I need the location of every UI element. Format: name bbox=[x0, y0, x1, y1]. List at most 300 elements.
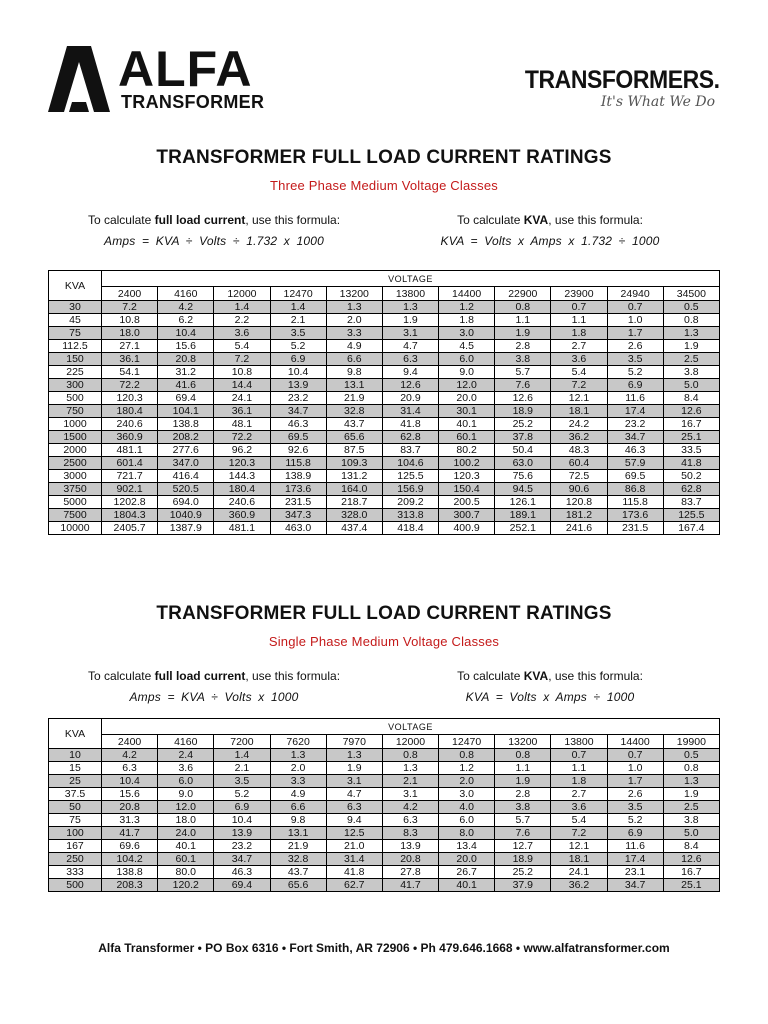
current-cell: 1.0 bbox=[607, 762, 663, 775]
current-cell: 7.2 bbox=[551, 827, 607, 840]
current-cell: 241.6 bbox=[551, 522, 607, 535]
kva-cell: 7500 bbox=[49, 509, 102, 522]
current-cell: 17.4 bbox=[607, 405, 663, 418]
current-formula: Amps = KVA ÷ Volts x 1000 bbox=[129, 690, 299, 704]
current-cell: 13.9 bbox=[270, 379, 326, 392]
current-cell: 62.8 bbox=[663, 483, 719, 496]
voltage-header: 13800 bbox=[382, 287, 438, 301]
kva-column-header: KVA bbox=[49, 719, 102, 749]
current-cell: 5.0 bbox=[663, 827, 719, 840]
current-cell: 3.3 bbox=[270, 775, 326, 788]
current-cell: 12.6 bbox=[495, 392, 551, 405]
voltage-header: 22900 bbox=[495, 287, 551, 301]
current-cell: 23.2 bbox=[214, 840, 270, 853]
table-row bbox=[49, 457, 720, 470]
current-cell: 0.8 bbox=[495, 749, 551, 762]
voltage-header: 12000 bbox=[214, 287, 270, 301]
current-cell: 4.2 bbox=[158, 301, 214, 314]
current-cell: 40.1 bbox=[158, 840, 214, 853]
current-cell: 2.5 bbox=[663, 353, 719, 366]
current-cell: 0.7 bbox=[607, 301, 663, 314]
current-cell: 120.3 bbox=[214, 457, 270, 470]
current-cell: 15.6 bbox=[158, 340, 214, 353]
table-row bbox=[49, 749, 720, 762]
current-cell: 21.0 bbox=[326, 840, 382, 853]
table-row bbox=[49, 470, 720, 483]
current-cell: 3.8 bbox=[495, 801, 551, 814]
table-row bbox=[49, 814, 720, 827]
current-cell: 252.1 bbox=[495, 522, 551, 535]
single-phase-subtitle: Single Phase Medium Voltage Classes bbox=[268, 634, 500, 649]
current-cell: 2.6 bbox=[607, 788, 663, 801]
current-cell: 5.4 bbox=[551, 366, 607, 379]
kva-cell: 30 bbox=[49, 301, 102, 314]
current-cell: 1.9 bbox=[326, 762, 382, 775]
current-cell: 25.1 bbox=[663, 431, 719, 444]
current-cell: 9.4 bbox=[326, 814, 382, 827]
current-cell: 120.8 bbox=[551, 496, 607, 509]
current-cell: 32.8 bbox=[270, 853, 326, 866]
current-cell: 6.0 bbox=[439, 814, 495, 827]
current-cell: 138.9 bbox=[270, 470, 326, 483]
current-cell: 24.1 bbox=[551, 866, 607, 879]
current-cell: 20.0 bbox=[439, 853, 495, 866]
current-cell: 5.2 bbox=[607, 814, 663, 827]
current-cell: 3.5 bbox=[270, 327, 326, 340]
current-cell: 902.1 bbox=[102, 483, 158, 496]
three-phase-section bbox=[0, 147, 768, 259]
table-row bbox=[49, 827, 720, 840]
current-cell: 72.2 bbox=[214, 431, 270, 444]
voltage-header: 13200 bbox=[495, 735, 551, 749]
current-cell: 2.4 bbox=[158, 749, 214, 762]
current-cell: 36.1 bbox=[214, 405, 270, 418]
current-cell: 69.5 bbox=[607, 470, 663, 483]
current-cell: 5.2 bbox=[607, 366, 663, 379]
current-cell: 31.3 bbox=[102, 814, 158, 827]
current-cell: 54.1 bbox=[102, 366, 158, 379]
tagline-main: TRANSFORMERS. bbox=[525, 66, 720, 94]
current-cell: 231.5 bbox=[270, 496, 326, 509]
kva-cell: 37.5 bbox=[49, 788, 102, 801]
current-cell: 5.2 bbox=[214, 788, 270, 801]
current-cell: 24.0 bbox=[158, 827, 214, 840]
kva-cell: 300 bbox=[49, 379, 102, 392]
current-cell: 1.4 bbox=[270, 301, 326, 314]
table-row bbox=[49, 301, 720, 314]
current-cell: 9.0 bbox=[158, 788, 214, 801]
kva-cell: 167 bbox=[49, 840, 102, 853]
current-cell: 4.0 bbox=[439, 801, 495, 814]
current-cell: 3.8 bbox=[495, 353, 551, 366]
current-cell: 10.8 bbox=[214, 366, 270, 379]
three-phase-formulas bbox=[0, 213, 768, 259]
table-row bbox=[49, 509, 720, 522]
current-cell: 6.6 bbox=[326, 353, 382, 366]
current-cell: 1.8 bbox=[439, 314, 495, 327]
current-cell: 31.4 bbox=[382, 405, 438, 418]
kva-formula-description: To calculate KVA, use this formula: bbox=[457, 213, 643, 227]
current-cell: 131.2 bbox=[326, 470, 382, 483]
current-cell: 9.8 bbox=[270, 814, 326, 827]
current-cell: 37.9 bbox=[495, 879, 551, 892]
current-cell: 7.2 bbox=[551, 379, 607, 392]
current-cell: 60.4 bbox=[551, 457, 607, 470]
three-phase-subtitle: Three Phase Medium Voltage Classes bbox=[270, 178, 498, 193]
table-row bbox=[49, 405, 720, 418]
current-cell: 83.7 bbox=[382, 444, 438, 457]
alfa-triangle-logo-icon bbox=[48, 44, 110, 112]
current-cell: 34.7 bbox=[214, 853, 270, 866]
voltage-header: 4160 bbox=[158, 735, 214, 749]
current-cell: 6.9 bbox=[270, 353, 326, 366]
current-cell: 0.8 bbox=[382, 749, 438, 762]
current-cell: 2.1 bbox=[270, 314, 326, 327]
current-cell: 48.3 bbox=[551, 444, 607, 457]
current-cell: 3.1 bbox=[382, 788, 438, 801]
current-cell: 138.8 bbox=[102, 866, 158, 879]
table-row bbox=[49, 840, 720, 853]
footer-contact: Alfa Transformer • PO Box 6316 • Fort Smith, AR 72906 • Ph 479.646.1668 • www.alfatransformer.com bbox=[98, 941, 670, 955]
current-cell: 209.2 bbox=[382, 496, 438, 509]
current-cell: 1.1 bbox=[551, 762, 607, 775]
current-cell: 2.7 bbox=[551, 340, 607, 353]
table-row bbox=[49, 788, 720, 801]
table-row bbox=[49, 444, 720, 457]
current-cell: 0.7 bbox=[551, 301, 607, 314]
current-cell: 18.9 bbox=[495, 853, 551, 866]
current-cell: 16.7 bbox=[663, 866, 719, 879]
current-cell: 31.2 bbox=[158, 366, 214, 379]
table-row bbox=[49, 418, 720, 431]
current-cell: 2.0 bbox=[439, 775, 495, 788]
current-cell: 69.4 bbox=[158, 392, 214, 405]
current-cell: 46.3 bbox=[270, 418, 326, 431]
voltage-header: 14400 bbox=[607, 735, 663, 749]
current-cell: 21.9 bbox=[326, 392, 382, 405]
current-cell: 9.4 bbox=[382, 366, 438, 379]
kva-cell: 750 bbox=[49, 405, 102, 418]
current-cell: 7.6 bbox=[495, 379, 551, 392]
current-cell: 360.9 bbox=[102, 431, 158, 444]
current-cell: 1.1 bbox=[495, 314, 551, 327]
current-cell: 14.4 bbox=[214, 379, 270, 392]
current-cell: 520.5 bbox=[158, 483, 214, 496]
current-cell: 3.5 bbox=[214, 775, 270, 788]
current-cell: 0.7 bbox=[607, 749, 663, 762]
current-cell: 65.6 bbox=[270, 879, 326, 892]
current-cell: 75.6 bbox=[495, 470, 551, 483]
three-phase-title: TRANSFORMER FULL LOAD CURRENT RATINGS bbox=[156, 147, 612, 168]
kva-cell: 10000 bbox=[49, 522, 102, 535]
current-cell: 2405.7 bbox=[102, 522, 158, 535]
current-cell: 96.2 bbox=[214, 444, 270, 457]
current-cell: 62.8 bbox=[382, 431, 438, 444]
current-cell: 2.1 bbox=[382, 775, 438, 788]
current-cell: 23.1 bbox=[607, 866, 663, 879]
kva-cell: 500 bbox=[49, 392, 102, 405]
current-cell: 41.8 bbox=[663, 457, 719, 470]
current-cell: 5.7 bbox=[495, 366, 551, 379]
current-cell: 69.5 bbox=[270, 431, 326, 444]
current-cell: 1.3 bbox=[663, 775, 719, 788]
current-cell: 30.1 bbox=[439, 405, 495, 418]
current-cell: 4.9 bbox=[270, 788, 326, 801]
current-cell: 347.0 bbox=[158, 457, 214, 470]
current-cell: 18.1 bbox=[551, 405, 607, 418]
current-cell: 138.8 bbox=[158, 418, 214, 431]
table-row bbox=[49, 866, 720, 879]
current-cell: 208.3 bbox=[102, 879, 158, 892]
current-cell: 1202.8 bbox=[102, 496, 158, 509]
single-phase-title: TRANSFORMER FULL LOAD CURRENT RATINGS bbox=[156, 603, 612, 624]
current-cell: 180.4 bbox=[102, 405, 158, 418]
current-cell: 12.0 bbox=[439, 379, 495, 392]
current-cell: 0.8 bbox=[663, 762, 719, 775]
current-cell: 13.1 bbox=[270, 827, 326, 840]
current-cell: 18.0 bbox=[102, 327, 158, 340]
voltage-header: 24940 bbox=[607, 287, 663, 301]
kva-column-header: KVA bbox=[49, 271, 102, 301]
voltage-group-header: VOLTAGE bbox=[102, 719, 720, 735]
current-cell: 10.4 bbox=[102, 775, 158, 788]
current-cell: 1804.3 bbox=[102, 509, 158, 522]
current-cell: 31.4 bbox=[326, 853, 382, 866]
current-cell: 36.2 bbox=[551, 431, 607, 444]
kva-cell: 5000 bbox=[49, 496, 102, 509]
current-cell: 46.3 bbox=[607, 444, 663, 457]
current-cell: 34.7 bbox=[607, 431, 663, 444]
current-cell: 32.8 bbox=[326, 405, 382, 418]
kva-cell: 100 bbox=[49, 827, 102, 840]
current-cell: 7.6 bbox=[495, 827, 551, 840]
table-row bbox=[49, 775, 720, 788]
current-cell: 416.4 bbox=[158, 470, 214, 483]
current-cell: 34.7 bbox=[270, 405, 326, 418]
current-cell: 601.4 bbox=[102, 457, 158, 470]
single-phase-table bbox=[48, 718, 720, 892]
current-cell: 4.7 bbox=[326, 788, 382, 801]
current-cell: 57.9 bbox=[607, 457, 663, 470]
current-cell: 120.3 bbox=[102, 392, 158, 405]
current-cell: 12.6 bbox=[663, 853, 719, 866]
voltage-header: 7970 bbox=[326, 735, 382, 749]
current-cell: 347.3 bbox=[270, 509, 326, 522]
current-cell: 5.7 bbox=[495, 814, 551, 827]
kva-cell: 10 bbox=[49, 749, 102, 762]
current-cell: 1040.9 bbox=[158, 509, 214, 522]
current-cell: 120.2 bbox=[158, 879, 214, 892]
current-cell: 9.8 bbox=[326, 366, 382, 379]
current-cell: 1.3 bbox=[663, 327, 719, 340]
table-row bbox=[49, 483, 720, 496]
current-cell: 481.1 bbox=[214, 522, 270, 535]
voltage-header: 19900 bbox=[663, 735, 719, 749]
voltage-header: 12000 bbox=[382, 735, 438, 749]
voltage-header: 14400 bbox=[439, 287, 495, 301]
current-cell: 1.3 bbox=[270, 749, 326, 762]
current-cell: 72.5 bbox=[551, 470, 607, 483]
current-cell: 20.0 bbox=[439, 392, 495, 405]
current-cell: 43.7 bbox=[326, 418, 382, 431]
current-cell: 437.4 bbox=[326, 522, 382, 535]
current-cell: 0.8 bbox=[439, 749, 495, 762]
current-cell: 0.8 bbox=[495, 301, 551, 314]
current-cell: 189.1 bbox=[495, 509, 551, 522]
current-cell: 1.3 bbox=[382, 762, 438, 775]
current-cell: 5.0 bbox=[663, 379, 719, 392]
current-cell: 208.2 bbox=[158, 431, 214, 444]
current-cell: 21.9 bbox=[270, 840, 326, 853]
kva-formula: KVA = Volts x Amps ÷ 1000 bbox=[465, 690, 635, 704]
current-cell: 240.6 bbox=[102, 418, 158, 431]
current-cell: 115.8 bbox=[270, 457, 326, 470]
kva-formula-block bbox=[400, 213, 700, 248]
current-cell: 12.7 bbox=[495, 840, 551, 853]
current-cell: 27.1 bbox=[102, 340, 158, 353]
current-cell: 1.4 bbox=[214, 749, 270, 762]
table-row bbox=[49, 392, 720, 405]
current-cell: 2.0 bbox=[270, 762, 326, 775]
brand-name: ALFA bbox=[118, 41, 253, 97]
table-row bbox=[49, 327, 720, 340]
current-cell: 12.1 bbox=[551, 392, 607, 405]
kva-cell: 150 bbox=[49, 353, 102, 366]
voltage-header: 2400 bbox=[102, 735, 158, 749]
current-formula-block bbox=[55, 213, 373, 248]
current-cell: 0.5 bbox=[663, 749, 719, 762]
current-cell: 20.8 bbox=[158, 353, 214, 366]
current-cell: 3.0 bbox=[439, 788, 495, 801]
current-cell: 94.5 bbox=[495, 483, 551, 496]
table-row bbox=[49, 522, 720, 535]
current-cell: 104.6 bbox=[382, 457, 438, 470]
current-cell: 41.7 bbox=[382, 879, 438, 892]
current-cell: 173.6 bbox=[607, 509, 663, 522]
table-row bbox=[49, 853, 720, 866]
current-cell: 72.2 bbox=[102, 379, 158, 392]
voltage-header: 12470 bbox=[270, 287, 326, 301]
voltage-header: 7620 bbox=[270, 735, 326, 749]
current-cell: 1.7 bbox=[607, 327, 663, 340]
current-cell: 3.1 bbox=[382, 327, 438, 340]
current-cell: 37.8 bbox=[495, 431, 551, 444]
current-cell: 167.4 bbox=[663, 522, 719, 535]
current-cell: 104.1 bbox=[158, 405, 214, 418]
current-cell: 100.2 bbox=[439, 457, 495, 470]
current-cell: 23.2 bbox=[607, 418, 663, 431]
kva-formula-description: To calculate KVA, use this formula: bbox=[457, 669, 643, 683]
current-cell: 48.1 bbox=[214, 418, 270, 431]
table-row bbox=[49, 314, 720, 327]
current-cell: 90.6 bbox=[551, 483, 607, 496]
current-cell: 1.9 bbox=[382, 314, 438, 327]
current-cell: 6.6 bbox=[270, 801, 326, 814]
current-cell: 5.2 bbox=[270, 340, 326, 353]
current-cell: 3.3 bbox=[326, 327, 382, 340]
current-cell: 418.4 bbox=[382, 522, 438, 535]
current-cell: 2.5 bbox=[663, 801, 719, 814]
current-cell: 3.5 bbox=[607, 353, 663, 366]
current-cell: 1.3 bbox=[326, 301, 382, 314]
current-formula-description: To calculate full load current, use this formula: bbox=[87, 669, 341, 683]
table-row bbox=[49, 340, 720, 353]
current-cell: 41.6 bbox=[158, 379, 214, 392]
current-cell: 0.5 bbox=[663, 301, 719, 314]
current-cell: 200.5 bbox=[439, 496, 495, 509]
kva-cell: 112.5 bbox=[49, 340, 102, 353]
current-cell: 1.8 bbox=[551, 327, 607, 340]
current-cell: 25.2 bbox=[495, 418, 551, 431]
current-cell: 13.4 bbox=[439, 840, 495, 853]
current-cell: 1.9 bbox=[663, 788, 719, 801]
current-cell: 60.1 bbox=[439, 431, 495, 444]
current-cell: 144.3 bbox=[214, 470, 270, 483]
current-cell: 40.1 bbox=[439, 879, 495, 892]
kva-cell: 225 bbox=[49, 366, 102, 379]
table-row bbox=[49, 496, 720, 509]
current-cell: 6.3 bbox=[382, 814, 438, 827]
table-row bbox=[49, 879, 720, 892]
current-cell: 24.2 bbox=[551, 418, 607, 431]
current-cell: 277.6 bbox=[158, 444, 214, 457]
current-cell: 3.6 bbox=[158, 762, 214, 775]
table-row bbox=[49, 762, 720, 775]
table-row bbox=[49, 431, 720, 444]
current-cell: 20.9 bbox=[382, 392, 438, 405]
current-cell: 231.5 bbox=[607, 522, 663, 535]
current-cell: 2.0 bbox=[326, 314, 382, 327]
current-cell: 3.5 bbox=[607, 801, 663, 814]
current-cell: 6.9 bbox=[607, 827, 663, 840]
current-cell: 0.7 bbox=[551, 749, 607, 762]
kva-cell: 2000 bbox=[49, 444, 102, 457]
current-cell: 3.1 bbox=[326, 775, 382, 788]
current-cell: 3.6 bbox=[214, 327, 270, 340]
current-cell: 13.9 bbox=[382, 840, 438, 853]
current-cell: 5.4 bbox=[214, 340, 270, 353]
current-cell: 43.7 bbox=[270, 866, 326, 879]
current-cell: 4.5 bbox=[439, 340, 495, 353]
current-cell: 2.8 bbox=[495, 340, 551, 353]
current-cell: 10.8 bbox=[102, 314, 158, 327]
current-cell: 6.2 bbox=[158, 314, 214, 327]
current-cell: 218.7 bbox=[326, 496, 382, 509]
current-cell: 9.0 bbox=[439, 366, 495, 379]
current-cell: 150.4 bbox=[439, 483, 495, 496]
kva-cell: 3000 bbox=[49, 470, 102, 483]
single-phase-formulas bbox=[0, 669, 768, 715]
current-cell: 8.4 bbox=[663, 392, 719, 405]
current-cell: 156.9 bbox=[382, 483, 438, 496]
current-cell: 20.8 bbox=[102, 801, 158, 814]
current-cell: 4.2 bbox=[102, 749, 158, 762]
current-cell: 400.9 bbox=[439, 522, 495, 535]
current-cell: 69.4 bbox=[214, 879, 270, 892]
current-cell: 13.1 bbox=[326, 379, 382, 392]
current-cell: 181.2 bbox=[551, 509, 607, 522]
current-cell: 17.4 bbox=[607, 853, 663, 866]
current-cell: 41.8 bbox=[326, 866, 382, 879]
current-cell: 13.9 bbox=[214, 827, 270, 840]
current-cell: 7.2 bbox=[102, 301, 158, 314]
current-cell: 1.1 bbox=[551, 314, 607, 327]
current-cell: 0.8 bbox=[663, 314, 719, 327]
current-formula: Amps = KVA ÷ Volts ÷ 1.732 x 1000 bbox=[104, 234, 324, 248]
current-cell: 313.8 bbox=[382, 509, 438, 522]
current-cell: 1387.9 bbox=[158, 522, 214, 535]
current-cell: 463.0 bbox=[270, 522, 326, 535]
